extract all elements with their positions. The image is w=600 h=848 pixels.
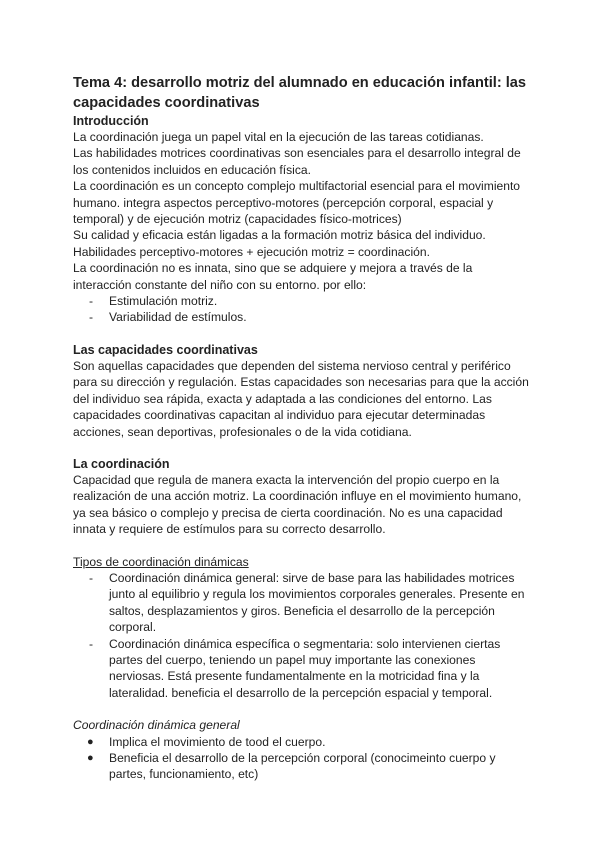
general-heading: Coordinación dinámica general [73, 718, 240, 733]
dash-bullet-icon: - [89, 310, 94, 325]
section-spacer [73, 326, 533, 342]
section-spacer [73, 701, 533, 717]
intro-paragraph: La coordinación juega un papel vital en la ejecución de las tareas cotidianas. [73, 130, 484, 144]
intro-paragraph: Las habilidades motrices coordinativas son esenciales para el desarrollo integral de los contenidos incluidos en educación física. [73, 146, 521, 177]
intro-paragraph: La coordinación no es innata, sino que se adquiere y mejora a través de la interacción constante del niño con su entorno. por ello: [73, 261, 473, 292]
list-item-text: Coordinación dinámica general: sirve de base para las habilidades motrices junto al equilibrio y regula los movimientos corporales generales. Presente en saltos, desplazamientos y giros. Beneficia el desarrollo de la percepción corporal. [109, 570, 525, 635]
intro-bullet-list [73, 293, 533, 326]
dot-bullet-icon: ● [87, 735, 94, 748]
section-general [73, 717, 533, 783]
capacidades-paragraph: Son aquellas capacidades que dependen del sistema nervioso central y periférico para su dirección y regulación. Estas capacidades son necesarias para que la acción del individuo sea rápida, exacta y adaptada a las condiciones del entorno. Las capacidades coordinativas capacitan al individuo para ejecutar determinadas acciones, sean deportivas, profesionales o de la vida cotidiana. [73, 358, 529, 439]
tipos-heading: Tipos de coordinación dinámicas [73, 554, 249, 569]
section-introduccion [73, 113, 533, 326]
list-item-text: Estimulación motriz. [109, 294, 218, 309]
section-capacidades [73, 342, 533, 440]
intro-paragraph: La coordinación es un concepto complejo multifactorial esencial para el movimiento humano. integra aspectos perceptivo-motores (percepción corporal, espacial y temporal) y de ejecución motriz (capacidades físico-motrices) [73, 179, 521, 227]
dash-bullet-icon: - [89, 570, 94, 585]
list-item [73, 734, 533, 750]
coordinacion-paragraph: Capacidad que regula de manera exacta la intervención del propio cuerpo en la realización de una acción motriz. La coordinación influye en el movimiento humano, ya sea básico o complejo y precisa de cierta coordinación. No es una capacidad innata y requiere de estímulos para su correcto desarrollo. [73, 472, 522, 537]
list-item [73, 309, 533, 325]
section-spacer [73, 440, 533, 456]
dot-bullet-icon: ● [87, 752, 94, 764]
list-item [73, 750, 533, 783]
list-item [73, 293, 533, 309]
dash-bullet-icon: - [89, 294, 94, 309]
section-tipos [73, 554, 533, 702]
list-item [73, 570, 533, 636]
capacidades-heading: Las capacidades coordinativas [73, 342, 258, 357]
tipos-bullet-list [73, 570, 533, 701]
document-page [73, 73, 533, 783]
coordinacion-heading: La coordinación [73, 456, 170, 471]
list-item-text: Coordinación dinámica específica o segmentaria: solo intervienen ciertas partes del cuerpo, teniendo un papel muy importante las conexiones nerviosas. Está presente fundamentalmente en la motricidad fina y la lateralidad. beneficia el desarrollo de la percepción espacial y temporal. [109, 636, 501, 700]
list-item-text: Variabilidad de estímulos. [109, 310, 247, 325]
list-item-text: Implica el movimiento de tood el cuerpo. [109, 734, 326, 749]
general-bullet-list [73, 734, 533, 783]
list-item-text: Beneficia el desarrollo de la percepción corporal (conocimeinto cuerpo y partes, funcionamiento, etc) [109, 751, 496, 782]
list-item [73, 636, 533, 702]
document-title: Tema 4: desarrollo motriz del alumnado en educación infantil: las capacidades coordinativas [73, 75, 527, 111]
intro-paragraph: Su calidad y eficacia están ligadas a la formación motriz básica del individuo. [73, 228, 486, 243]
intro-heading: Introducción [73, 114, 149, 128]
section-spacer [73, 538, 533, 554]
dash-bullet-icon: - [89, 636, 94, 651]
intro-paragraph: Habilidades perceptivo-motores + ejecución motriz = coordinación. [73, 244, 430, 259]
section-coordinacion [73, 456, 533, 538]
